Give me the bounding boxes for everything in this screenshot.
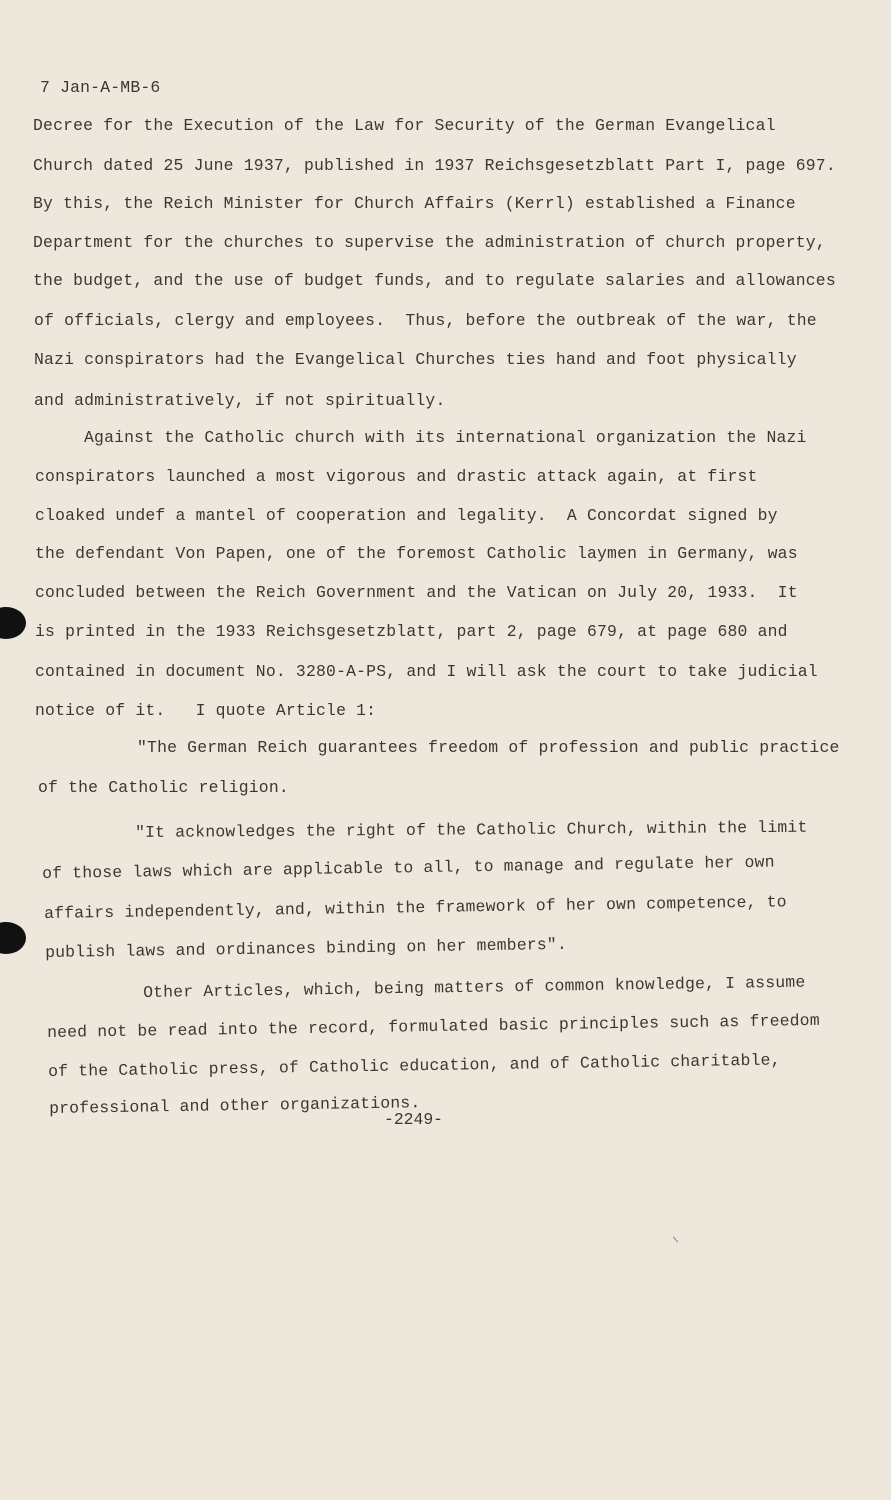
quoted-line: of the Catholic religion. xyxy=(38,778,289,797)
text-line: of officials, clergy and employees. Thus, before the outbreak of the war, the xyxy=(34,311,817,330)
pencil-mark xyxy=(673,1236,678,1242)
quoted-line: of those laws which are applicable to all, to manage and regulate her own xyxy=(41,852,775,883)
text-line: Against the Catholic church with its international organization the Nazi xyxy=(84,428,807,447)
text-line: By this, the Reich Minister for Church Affairs (Kerrl) established a Finance xyxy=(33,194,796,213)
text-line: notice of it. I quote Article 1: xyxy=(35,701,377,720)
text-line: concluded between the Reich Government and the Vatican on July 20, 1933. It xyxy=(35,583,798,602)
document-reference: 7 Jan-A-MB-6 xyxy=(40,78,161,97)
text-line: the defendant Von Papen, one of the foremost Catholic laymen in Germany, was xyxy=(35,544,798,563)
punch-hole xyxy=(0,922,26,954)
text-line: Department for the churches to supervise the administration of church property, xyxy=(33,233,826,252)
quoted-line: "The German Reich guarantees freedom of profession and public practice xyxy=(137,738,840,757)
text-line: and administratively, if not spiritually. xyxy=(34,391,446,410)
text-line: need not be read into the record, formulated basic principles such as freedom xyxy=(46,1010,820,1042)
text-line: of the Catholic press, of Catholic education, and of Catholic charitable, xyxy=(47,1050,781,1081)
text-line: conspirators launched a most vigorous and drastic attack again, at first xyxy=(35,467,758,486)
text-line: Decree for the Execution of the Law for Security of the German Evangelical xyxy=(33,116,776,135)
text-line: Nazi conspirators had the Evangelical Churches ties hand and foot physically xyxy=(34,350,797,369)
quoted-line: publish laws and ordinances binding on her members". xyxy=(44,934,568,962)
text-line: cloaked undef a mantel of cooperation and legality. A Concordat signed by xyxy=(35,506,778,525)
text-line: is printed in the 1933 Reichsgesetzblatt, part 2, page 679, at page 680 and xyxy=(35,622,788,641)
quoted-line: affairs independently, and, within the framework of her own competence, to xyxy=(43,892,787,923)
text-line: the budget, and the use of budget funds, and to regulate salaries and allowances xyxy=(33,271,836,290)
punch-hole xyxy=(0,607,26,639)
text-line: Church dated 25 June 1937, published in 1937 Reichsgesetzblatt Part I, page 697. xyxy=(33,156,836,175)
text-line: professional and other organizations. xyxy=(48,1093,421,1118)
text-line: contained in document No. 3280-A-PS, and I will ask the court to take judicial xyxy=(35,662,818,681)
quoted-line: "It acknowledges the right of the Catholic Church, within the limit xyxy=(134,817,808,842)
page-number: -2249- xyxy=(384,1110,444,1129)
text-line: Other Articles, which, being matters of common knowledge, I assume xyxy=(142,972,806,1002)
